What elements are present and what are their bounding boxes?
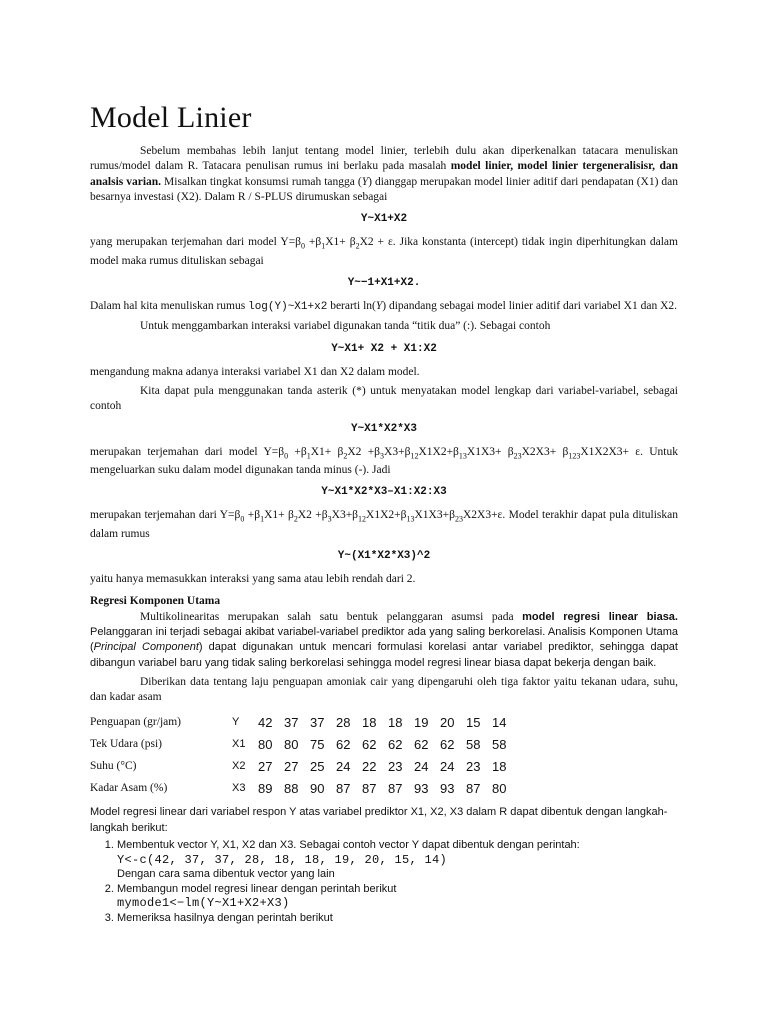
table-cell: 62	[414, 736, 429, 752]
formula-interaction: Y~X1+ X2 + X1:X2	[331, 342, 437, 355]
table-row	[90, 777, 518, 799]
table-cell: 20	[440, 714, 455, 730]
row-variable: X1	[232, 738, 246, 751]
row-label: Tek Udara (psi)	[90, 738, 162, 751]
asterisk-paragraph: Kita dapat pula menggunakan tanda asterik (*) untuk menyatakan model lengkap dari variabel-variabel, sebagai contoh	[90, 384, 678, 413]
table-cell: 58	[492, 736, 507, 752]
table-cell: 18	[362, 714, 377, 730]
table-cell: 87	[388, 780, 403, 796]
table-cell: 24	[414, 758, 429, 774]
table-cell: 14	[492, 714, 507, 730]
table-cell: 27	[258, 758, 273, 774]
regression-intro-paragraph: Model regresi linear dari variabel respon Y atas variabel prediktor X1, X2, X3 dalam R dapat dibentuk dengan langkah-langkah berikut:	[90, 806, 668, 834]
row-label: Suhu (°C)	[90, 760, 137, 773]
table-cell: 37	[310, 714, 325, 730]
step-text: 3. Memeriksa hasilnya dengan perintah berikut	[117, 911, 333, 924]
row-variable: X3	[232, 782, 246, 795]
steps-list	[90, 838, 678, 925]
interaction-meaning: mengandung makna adanya interaksi variabel X1 dan X2 dalam model.	[90, 365, 420, 378]
table-cell: 93	[414, 780, 429, 796]
table-cell: 25	[310, 758, 325, 774]
table-cell: 58	[466, 736, 481, 752]
minus-paragraph: merupakan terjemahan dari $Y=\beta_0 +\beta_1X1+ \beta_2X2 +\beta_3X3+\beta_{12}X1X2+\beta_{13}X1X3+\beta_{23}X2X3+\varepsilon$. Model terakhir dapat pula dituliskan dalam rumus	[90, 509, 678, 541]
row-variable: X2	[232, 760, 246, 773]
table-cell: 28	[336, 714, 351, 730]
row-label: Penguapan (gr/jam)	[90, 716, 182, 729]
table-cell: 27	[284, 758, 299, 774]
table-cell: 87	[362, 780, 377, 796]
full-model-paragraph: merupakan terjemahan dari model $Y=\beta_0 +\beta_1X1+ \beta_2X2 +\beta_3X3+\beta_{12}X1X2+\beta_{13}X1X3+ \beta_{23}X2X3+ \beta_{123}X1X2X3+ \varepsilon$. Untuk mengeluarkan suku dalam model digunakan tanda minus (-). Jadi	[90, 445, 678, 477]
formula-power: Y~(X1*X2*X3)^2	[337, 550, 431, 563]
formula-no-intercept: Y~−1+X1+X2.	[347, 277, 421, 290]
page-title: Model Linier	[90, 101, 252, 134]
table-cell: 88	[284, 780, 299, 796]
document-page	[90, 100, 678, 925]
table-cell: 22	[362, 758, 377, 774]
log-paragraph: Dalam hal kita menuliskan rumus log(Y)~X1+x2 berarti ln(Y) dipandang sebagai model linier aditif dari variabel X1 dan X2.	[90, 300, 678, 314]
table-cell: 80	[492, 780, 507, 796]
table-cell: 19	[414, 714, 429, 730]
table-cell: 62	[388, 736, 403, 752]
list-item	[117, 911, 678, 926]
table-cell: 15	[466, 714, 481, 730]
formula-linear: Y~X1+X2	[360, 213, 408, 226]
table-cell: 62	[362, 736, 377, 752]
list-item	[117, 882, 678, 911]
table-cell: 93	[440, 780, 455, 796]
table-cell: 24	[440, 758, 455, 774]
table-cell: 80	[258, 736, 273, 752]
step-text: 1. Membentuk vector Y, X1, X2 dan X3. Sebagai contoh vector Y dapat dibentuk dengan perintah:	[117, 839, 580, 852]
table-cell: 87	[466, 780, 481, 796]
step-note: Dengan cara sama dibentuk vector yang lain	[117, 868, 335, 881]
table-cell: 89	[258, 780, 273, 796]
table-cell: 80	[284, 736, 299, 752]
table-cell: 62	[440, 736, 455, 752]
table-cell: 23	[388, 758, 403, 774]
list-item	[117, 838, 678, 882]
table-row	[90, 755, 518, 777]
table-cell: 75	[310, 736, 325, 752]
table-cell: 90	[310, 780, 325, 796]
step-code: mymode1<−lm(Y~X1+X2+X3)	[117, 896, 290, 911]
step-code: Y<-c(42, 37, 37, 28, 18, 18, 19, 20, 15, 14)	[117, 852, 448, 867]
section-heading: Regresi Komponen Utama	[90, 594, 221, 607]
power-paragraph: yaitu hanya memasukkan interaksi yang sama atau lebih rendah dari 2.	[90, 573, 416, 586]
row-label: Kadar Asam (%)	[90, 782, 168, 795]
table-cell: 62	[336, 736, 351, 752]
table-cell: 37	[284, 714, 299, 730]
table-row	[90, 733, 518, 755]
interaction-paragraph: Untuk menggambarkan interaksi variabel digunakan tanda “titik dua” (:). Sebagai contoh	[140, 320, 551, 333]
data-table	[90, 711, 518, 799]
table-cell: 87	[336, 780, 351, 796]
step-text: 2. Membangun model regresi linear dengan perintah berikut	[117, 882, 397, 895]
table-cell: 24	[336, 758, 351, 774]
table-cell: 23	[466, 758, 481, 774]
table-cell: 42	[258, 714, 273, 730]
model-paragraph: yang merupakan terjemahan dari model $Y=\beta_0 +\beta_1X1+ \beta_2X2 + \varepsilon$. Jika konstanta (intercept) tidak ingin diperhitungkan dalam model maka rumus dituliskan sebagai	[90, 236, 678, 267]
table-row	[90, 711, 518, 733]
formula-minus: Y~X1*X2*X3–X1:X2:X3	[321, 486, 447, 499]
formula-full-model: Y~X1*X2*X3	[350, 422, 417, 435]
row-variable: Y	[232, 716, 240, 729]
table-cell: 18	[388, 714, 403, 730]
multicollinearity-paragraph: Multikolinearitas merupakan salah satu bentuk pelanggaran asumsi pada model regresi linear biasa. Pelanggaran ini terjadi sebagai akibat variabel-variabel prediktor ada yang saling berkorelasi. Analisis Komponen Utama (Principal Component) dapat digunakan untuk mencari formulasi korelasi antar variabel prediktor, sehingga dapat dibangun variabel baru yang tidak saling berkorelasi sehingga model regresi linear biasa dapat bekerja dengan baik.	[90, 610, 678, 669]
table-cell: 18	[492, 758, 507, 774]
intro-paragraph: Sebelum membahas lebih lanjut tentang model linier, terlebih dulu akan diperkenalkan tatacara menuliskan rumus/model dalam R. Tatacara penulisan rumus ini berlaku pada masalah model linier, model linier tergeneralisisr, dan analsis varian. Misalkan tingkat konsumsi rumah tangga (Y) dianggap merupakan model linier aditif dari pendapatan (X1) dan besarnya investasi (X2). Dalam R / S-PLUS dirumuskan sebagai	[90, 145, 679, 203]
data-intro-paragraph: Diberikan data tentang laju penguapan amoniak cair yang dipengaruhi oleh tiga faktor yaitu tekanan udara, suhu, dan kadar asam	[90, 675, 678, 704]
